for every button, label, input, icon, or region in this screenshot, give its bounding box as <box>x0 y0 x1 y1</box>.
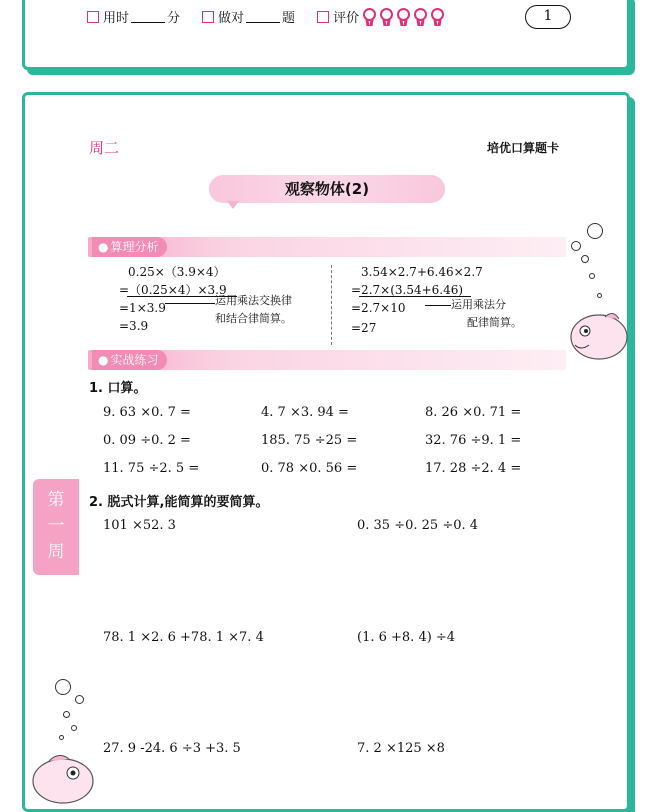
correct-stat <box>202 7 295 26</box>
left-note-1: 运用乘法交换律 <box>215 294 292 307</box>
right-line-3: =2.7×10 <box>351 301 406 315</box>
calc-problem: 0. 35 ÷0. 25 ÷0. 4 <box>357 518 479 533</box>
bubble-icon <box>55 679 71 695</box>
week-tab <box>33 479 79 575</box>
oral-problem: 17. 28 ÷2. 4 = <box>425 461 522 476</box>
calc-problem: 101 ×52. 3 <box>103 518 176 533</box>
score-panel <box>22 0 630 70</box>
calc-problem: 7. 2 ×125 ×8 <box>357 741 445 756</box>
oral-problem: 32. 76 ÷9. 1 = <box>425 433 522 448</box>
medal-icon[interactable] <box>397 8 411 26</box>
practice-label: 实战练习 <box>110 353 159 367</box>
left-note-2: 和结合律简算。 <box>215 312 292 325</box>
fish-icon <box>29 749 99 809</box>
medal-icon[interactable] <box>380 8 394 26</box>
analysis-label: 算理分析 <box>110 240 159 254</box>
bullet-icon: ● <box>98 240 109 254</box>
lesson-title: 观察物体(2) <box>209 175 445 203</box>
bubble-icon <box>75 695 84 704</box>
week-tab-char: 周 <box>47 542 65 562</box>
divider <box>331 265 332 345</box>
medal-icon[interactable] <box>363 8 377 26</box>
bubble-icon <box>63 711 70 718</box>
time-label: 用时 <box>103 11 130 26</box>
oral-problem: 11. 75 ÷2. 5 = <box>103 461 200 476</box>
stat-row <box>87 7 470 26</box>
rating-label: 评价 <box>333 11 360 26</box>
left-line-3: =1×3.9 <box>119 301 166 315</box>
week-tab-char: 第 <box>47 490 65 510</box>
q1-heading: 1. 口算。 <box>89 381 147 396</box>
medal-icon[interactable] <box>414 8 428 26</box>
bubble-icon <box>571 241 581 251</box>
right-note-1: 运用乘法分 <box>451 298 506 311</box>
rating-stat <box>317 7 448 26</box>
oral-problem: 4. 7 ×3. 94 = <box>261 405 349 420</box>
correct-label: 做对 <box>218 11 245 26</box>
time-unit: 分 <box>167 11 181 26</box>
left-line-4: =3.9 <box>119 319 149 333</box>
correct-unit: 题 <box>282 11 296 26</box>
time-blank[interactable] <box>131 11 165 23</box>
bubble-icon <box>589 273 595 279</box>
bubble-icon <box>587 223 603 239</box>
bubble-icon <box>71 725 77 731</box>
time-stat <box>87 7 180 26</box>
left-line-1: 0.25×（3.9×4） <box>128 265 226 279</box>
day-label: 周二 <box>89 139 120 157</box>
oral-problem: 185. 75 ÷25 = <box>261 433 358 448</box>
calc-problem: 78. 1 ×2. 6 +78. 1 ×7. 4 <box>103 630 264 645</box>
q2-heading: 2. 脱式计算,能简算的要简算。 <box>89 495 269 510</box>
oral-problem: 8. 26 ×0. 71 = <box>425 405 522 420</box>
time-checkbox[interactable] <box>87 11 99 23</box>
right-line-2: =2.7×(3.54+6.46) <box>351 283 464 297</box>
correct-checkbox[interactable] <box>202 11 214 23</box>
analysis-section-bar <box>88 237 566 257</box>
page-number: 1 <box>525 5 571 29</box>
medal-icon[interactable] <box>431 8 445 26</box>
rating-checkbox[interactable] <box>317 11 329 23</box>
card-name: 培优口算题卡 <box>487 141 560 155</box>
oral-problem: 0. 78 ×0. 56 = <box>261 461 358 476</box>
left-arrow <box>165 303 215 304</box>
practice-section-bar <box>88 350 566 370</box>
correct-blank[interactable] <box>246 11 280 23</box>
bubble-icon <box>581 255 589 263</box>
right-line-4: =27 <box>351 321 377 335</box>
oral-problem: 9. 63 ×0. 7 = <box>103 405 191 420</box>
calc-problem: (1. 6 +8. 4) ÷4 <box>357 630 456 645</box>
practice-tab <box>92 350 167 370</box>
right-arrow <box>425 305 451 306</box>
bubble-icon <box>59 735 64 740</box>
analysis-tab <box>92 237 167 257</box>
right-line-1: 3.54×2.7+6.46×2.7 <box>361 265 483 279</box>
left-line-2: =（0.25×4）×3.9 <box>119 283 227 297</box>
oral-problem: 0. 09 ÷0. 2 = <box>103 433 191 448</box>
bullet-icon: ● <box>98 353 109 367</box>
right-note-2: 配律简算。 <box>467 316 522 329</box>
worksheet-panel <box>22 92 630 812</box>
title-tail <box>227 201 239 209</box>
rating-medals <box>363 8 448 26</box>
calc-problem: 27. 9 -24. 6 ÷3 +3. 5 <box>103 741 241 756</box>
fish-icon <box>565 307 631 365</box>
bubble-icon <box>597 293 602 298</box>
week-tab-char: 一 <box>47 516 65 536</box>
